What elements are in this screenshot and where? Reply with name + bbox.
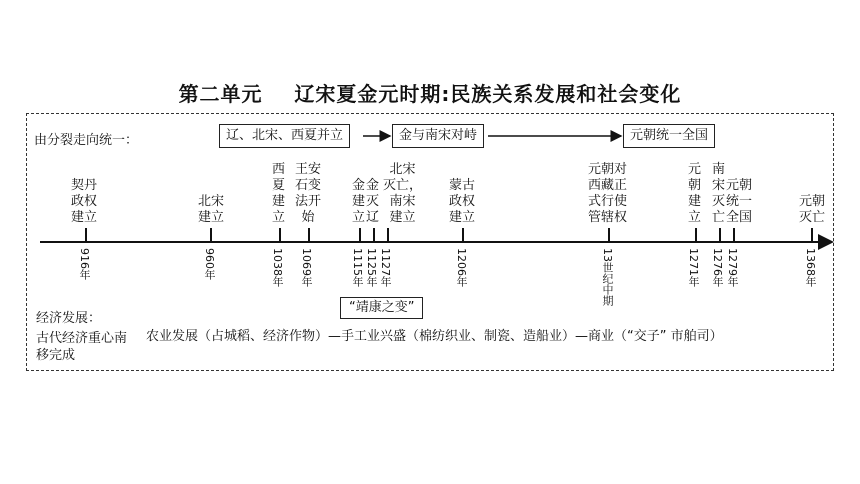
tick-1206 xyxy=(462,228,464,242)
event-label-1271: 元 朝 建 立 xyxy=(688,162,702,225)
stage-box-1: 辽、北宋、西夏并立 xyxy=(219,124,350,148)
event-label-916: 契丹 政权 建立 xyxy=(71,178,98,225)
tick-960 xyxy=(210,228,212,242)
year-label-1127: 1127年 xyxy=(379,248,392,287)
event-label-1276: 南 宋 灭 亡 xyxy=(712,162,726,225)
tick-1115 xyxy=(359,228,361,242)
tick-1127 xyxy=(387,228,389,242)
tick-1279 xyxy=(733,228,735,242)
tick-916 xyxy=(85,228,87,242)
page-title: 第二单元 辽宋夏金元时期:民族关系发展和社会变化 xyxy=(178,82,682,106)
year-label-1271: 1271年 xyxy=(687,248,700,287)
tick-1276 xyxy=(719,228,721,242)
year-label-1115: 1115年 xyxy=(351,248,364,287)
economic-shift-text: 古代经济重心南移完成 xyxy=(36,331,128,363)
event-label-1069: 王安 石变 法开 始 xyxy=(295,162,322,225)
tick-1069 xyxy=(308,228,310,242)
tick-1125 xyxy=(373,228,375,242)
jingkang-box: “靖康之变” xyxy=(340,297,423,319)
event-label-1127: 北宋 灭亡， 南宋 建立 xyxy=(383,162,423,225)
year-label-1206: 1206年 xyxy=(455,248,468,287)
tick-1271 xyxy=(695,228,697,242)
event-label-1115: 金 建 立 xyxy=(352,178,366,225)
economy-label: 经济发展： xyxy=(36,311,102,326)
year-label-1279: 1279年 xyxy=(726,248,739,287)
stage-box-2: 金与南宋对峙 xyxy=(392,124,484,148)
stage-box-3: 元朝统一全国 xyxy=(623,124,715,148)
year-label-916: 916年 xyxy=(78,248,91,280)
year-label-960: 960年 xyxy=(203,248,216,280)
unification-label: 由分裂走向统一： xyxy=(34,133,139,148)
economy-chain: 农业发展（占城稻、经济作物）—手工业兴盛（棉纺织业、制瓷、造船业）—商业（“交子” 市舶司） xyxy=(146,329,723,344)
event-label-1038: 西 夏 建 立 xyxy=(272,162,286,225)
event-label-1125: 金 灭 辽 xyxy=(366,178,380,225)
event-label-1279: 元朝 统一 全国 xyxy=(726,178,753,225)
year-label-1038: 1038年 xyxy=(271,248,284,287)
tick-13c xyxy=(608,228,610,242)
event-label-960: 北宋 建立 xyxy=(198,194,225,225)
year-label-1069: 1069年 xyxy=(300,248,313,287)
event-label-1368: 元朝 灭亡 xyxy=(799,194,826,225)
tick-1368 xyxy=(811,228,813,242)
year-label-1276: 1276年 xyxy=(711,248,724,287)
year-label-13c: 13世纪中期 xyxy=(601,248,614,306)
tick-1038 xyxy=(279,228,281,242)
year-label-1368: 1368年 xyxy=(804,248,817,287)
event-label-1206: 蒙古 政权 建立 xyxy=(449,178,476,225)
event-label-13c: 元朝对 西藏正 式行使 管辖权 xyxy=(588,162,628,225)
year-label-1125: 1125年 xyxy=(365,248,378,287)
